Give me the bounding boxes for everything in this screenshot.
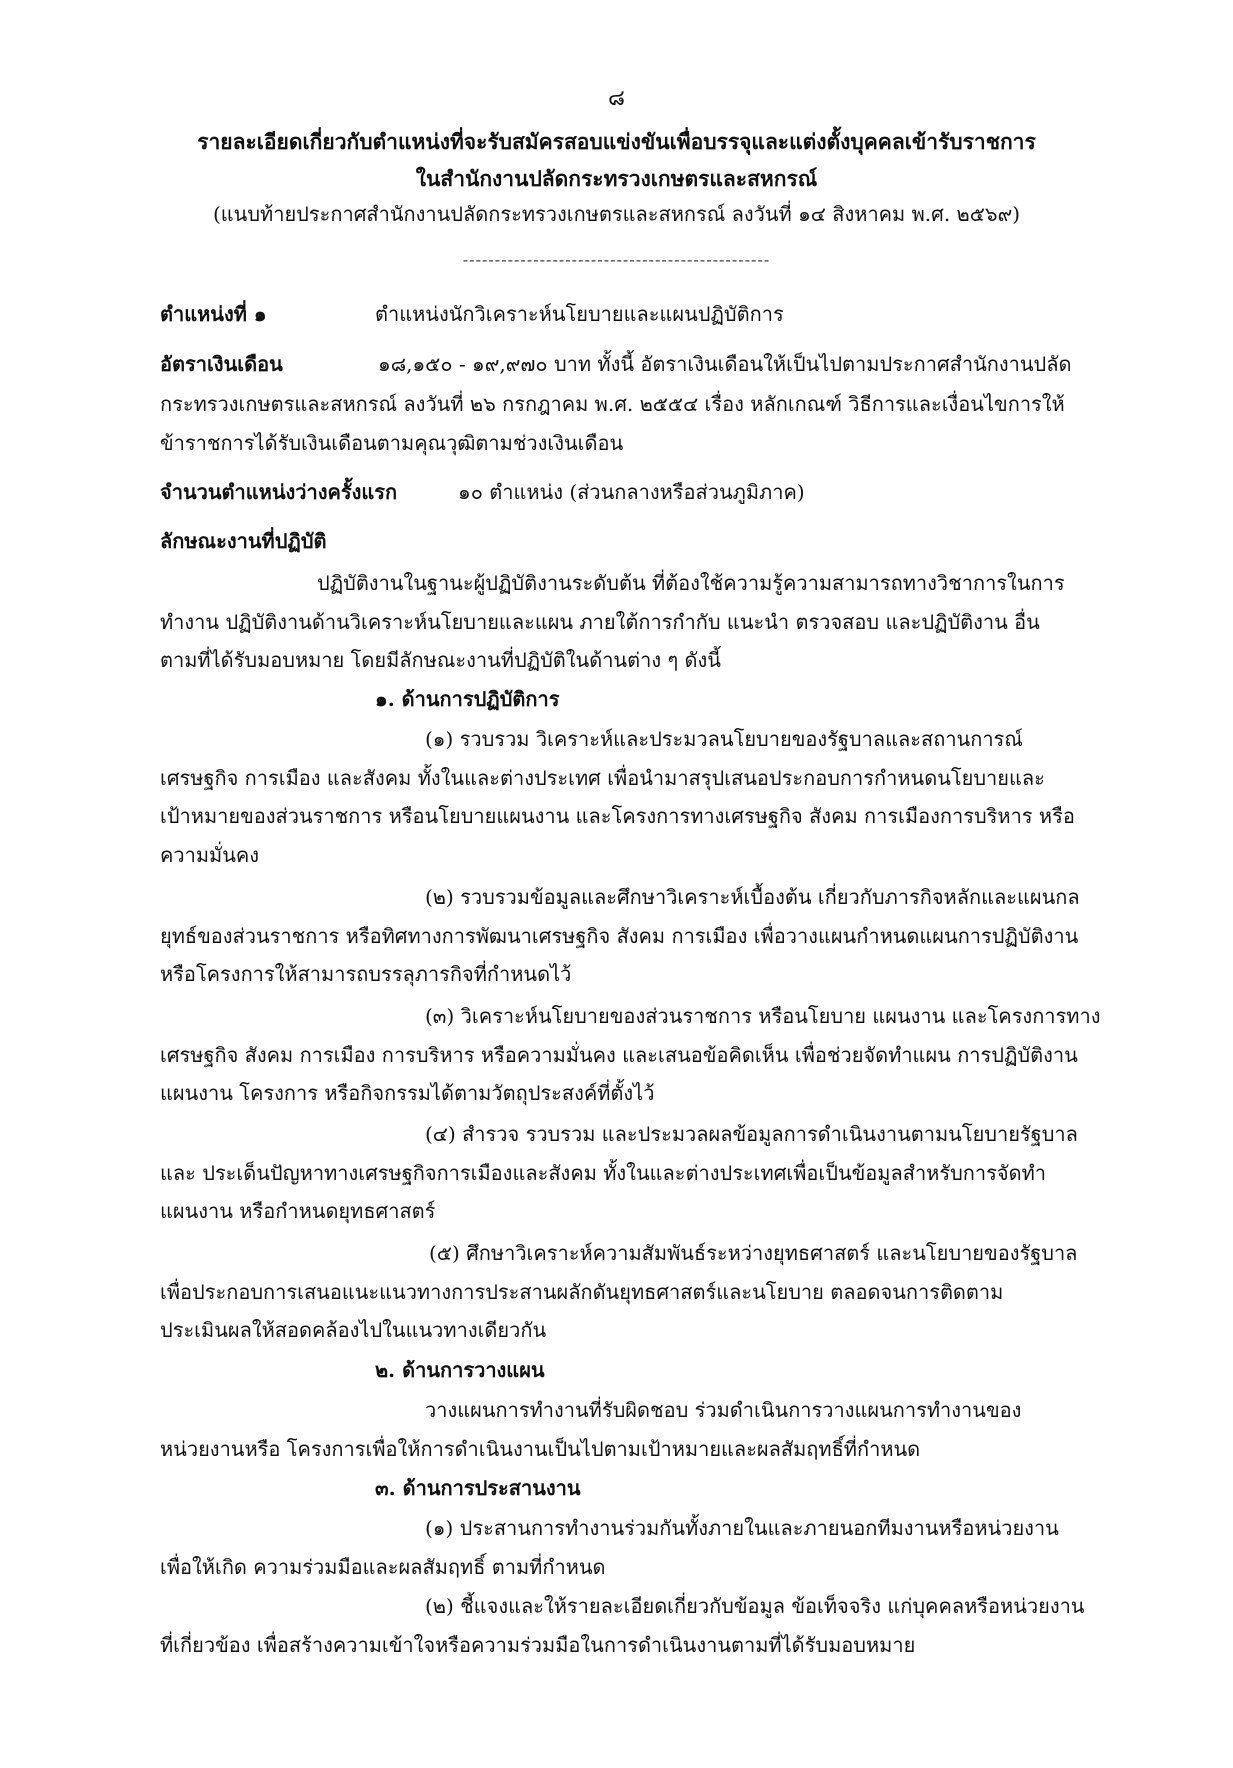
section-1-item-5: (๕) ศึกษาวิเคราะห์ความสัมพันธ์ระหว่างยุทธศาสตร์ และนโยบายของรัฐบาล xyxy=(429,1241,1078,1265)
salary-line-2: กระทรวงเกษตรและสหกรณ์ ลงวันที่ ๒๖ กรกฎาคม พ.ศ. ๒๕๕๔ เรื่อง หลักเกณฑ์ วิธีการและเงื่อนไขการให้ xyxy=(160,392,1065,416)
section-1-item-2: ยุทธ์ของส่วนราชการ หรือทิศทางการพัฒนาเศรษฐกิจ สังคม การเมือง เพื่อวางแผนกำหนดแผนการปฏิบัติงาน xyxy=(160,924,1079,948)
vacancy-value: ๑๐ ตำแหน่ง (ส่วนกลางหรือส่วนภูมิภาค) xyxy=(458,480,805,504)
section-1-item-4: แผนงาน หรือกำหนดยุทธศาสตร์ xyxy=(160,1199,436,1223)
section-2-title: ๒. ด้านการวางแผน xyxy=(375,1358,545,1382)
page-number: ๘ xyxy=(608,86,625,111)
separator: ------------------------------------------------ xyxy=(462,250,771,269)
section-1-item-3: (๓) วิเคราะห์นโยบายของส่วนราชการ หรือนโยบาย แผนงาน และโครงการทาง xyxy=(425,1004,1101,1028)
section-3-title: ๓. ด้านการประสานงาน xyxy=(375,1476,581,1500)
section-1-item-3: เศรษฐกิจ สังคม การเมือง การบริหาร หรือความมั่นคง และเสนอข้อคิดเห็น เพื่อช่วยจัดทำแผน การปฏิบัติงาน xyxy=(160,1043,1078,1067)
duties-heading: ลักษณะงานที่ปฏิบัติ xyxy=(160,529,327,553)
section-1-title: ๑. ด้านการปฏิบัติการ xyxy=(375,687,560,711)
section-3-item-1: (๑) ประสานการทำงานร่วมกันทั้งภายในและภายนอกทีมงานหรือหน่วยงาน xyxy=(425,1516,1059,1540)
subtitle: (แนบท้ายประกาศสำนักงานปลัดกระทรวงเกษตรและสหกรณ์ ลงวันที่ ๑๔ สิงหาคม พ.ศ. ๒๕๖๙) xyxy=(212,202,1021,226)
section-1-item-4: (๔) สำรวจ รวบรวม และประมวลผลข้อมูลการดำเนินงานตามนโยบายรัฐบาล xyxy=(425,1122,1078,1146)
position-label: ตำแหน่งที่ ๑ xyxy=(160,302,267,326)
section-1-item-2: หรือโครงการให้สามารถบรรลุภารกิจที่กำหนดไว้ xyxy=(160,962,572,986)
section-2-text: วางแผนการทำงานที่รับผิดชอบ ร่วมดำเนินการวางแผนการทำงานของ xyxy=(425,1398,1022,1422)
section-1-item-3: แผนงาน โครงการ หรือกิจกรรมได้ตามวัตถุประสงค์ที่ตั้งไว้ xyxy=(160,1081,655,1105)
salary-line-1: ๑๘,๑๕๐ - ๑๙,๙๗๐ บาท ทั้งนี้ อัตราเงินเดือนให้เป็นไปตามประกาศสำนักงานปลัด xyxy=(378,352,1072,376)
section-1-item-1: เป้าหมายของส่วนราชการ หรือนโยบายแผนงาน และโครงการทางเศรษฐกิจ สังคม การเมืองการบริหาร หรือ xyxy=(160,804,1075,828)
vacancy-label: จำนวนตำแหน่งว่างครั้งแรก xyxy=(160,480,398,504)
title-line-2: ในสำนักงานปลัดกระทรวงเกษตรและสหกรณ์ xyxy=(415,166,818,191)
salary-label: อัตราเงินเดือน xyxy=(160,352,283,376)
intro-line: ตามที่ได้รับมอบหมาย โดยมีลักษณะงานที่ปฏิบัติในด้านต่าง ๆ ดังนี้ xyxy=(160,648,721,672)
position-value: ตำแหน่งนักวิเคราะห์นโยบายและแผนปฏิบัติการ xyxy=(375,302,784,326)
intro-line: ปฏิบัติงานในฐานะผู้ปฏิบัติงานระดับต้น ที่ต้องใช้ความรู้ความสามารถทางวิชาการในการ xyxy=(317,571,1065,595)
section-1-item-1: (๑) รวบรวม วิเคราะห์และประมวลนโยบายของรัฐบาลและสถานการณ์ xyxy=(425,727,1023,751)
section-3-item-2: (๒) ชี้แจงและให้รายละเอียดเกี่ยวกับข้อมูล ข้อเท็จจริง แก่บุคคลหรือหน่วยงาน xyxy=(425,1594,1085,1618)
section-3-item-1: เพื่อให้เกิด ความร่วมมือและผลสัมฤทธิ์ ตามที่กำหนด xyxy=(160,1555,606,1579)
section-1-item-2: (๒) รวบรวมข้อมูลและศึกษาวิเคราะห์เบื้องต้น เกี่ยวกับภารกิจหลักและแผนกล xyxy=(425,885,1080,909)
section-1-item-1: ความมั่นคง xyxy=(160,843,260,867)
section-2-text: หน่วยงานหรือ โครงการเพื่อให้การดำเนินงานเป็นไปตามเป้าหมายและผลสัมฤทธิ์ที่กำหนด xyxy=(160,1437,921,1461)
section-1-item-5: ประเมินผลให้สอดคล้องไปในแนวทางเดียวกัน xyxy=(160,1318,547,1342)
salary-line-3: ข้าราชการได้รับเงินเดือนตามคุณวุฒิตามช่วงเงินเดือน xyxy=(160,431,624,455)
title-line-1: รายละเอียดเกี่ยวกับตำแหน่งที่จะรับสมัครสอบแข่งขันเพื่อบรรจุและแต่งตั้งบุคคลเข้ารับราชการ xyxy=(197,129,1036,154)
section-3-item-2: ที่เกี่ยวข้อง เพื่อสร้างความเข้าใจหรือความร่วมมือในการดำเนินงานตามที่ได้รับมอบหมาย xyxy=(160,1633,916,1657)
section-1-item-5: เพื่อประกอบการเสนอแนะแนวทางการประสานผลักดันยุทธศาสตร์และนโยบาย ตลอดจนการติดตาม xyxy=(160,1280,1004,1304)
intro-line: ทำงาน ปฏิบัติงานด้านวิเคราะห์นโยบายและแผน ภายใต้การกำกับ แนะนำ ตรวจสอบ และปฏิบัติงาน อื่น xyxy=(160,610,1040,634)
section-1-item-1: เศรษฐกิจ การเมือง และสังคม ทั้งในและต่างประเทศ เพื่อนำมาสรุปเสนอประกอบการกำหนดนโยบายและ xyxy=(160,766,1045,790)
section-1-item-4: และ ประเด็นปัญหาทางเศรษฐกิจการเมืองและสังคม ทั้งในและต่างประเทศเพื่อเป็นข้อมูลสำหรับการจัดทำ xyxy=(160,1161,1047,1185)
